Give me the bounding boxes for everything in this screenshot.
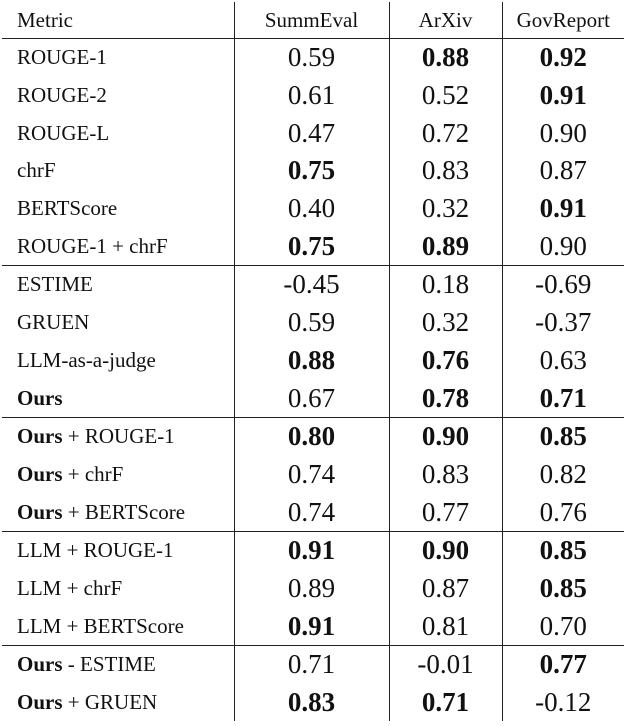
metric-name-bold: Ours bbox=[17, 652, 63, 677]
metric-cell bbox=[2, 417, 234, 455]
metric-name: ESTIME bbox=[17, 272, 93, 297]
summeval-value: -0.45 bbox=[234, 266, 389, 304]
arxiv-value: 0.77 bbox=[389, 493, 502, 531]
arxiv-value: 0.90 bbox=[389, 417, 502, 455]
table-row bbox=[2, 684, 624, 722]
metric-name: LLM + chrF bbox=[17, 575, 123, 600]
summeval-value: 0.61 bbox=[234, 77, 389, 115]
header-row bbox=[2, 2, 624, 39]
arxiv-value: 0.81 bbox=[389, 607, 502, 645]
arxiv-value: 0.32 bbox=[389, 190, 502, 228]
arxiv-value: 0.89 bbox=[389, 227, 502, 265]
arxiv-value: 0.71 bbox=[389, 684, 502, 722]
table-row bbox=[2, 190, 624, 228]
govreport-value: 0.85 bbox=[502, 417, 624, 455]
metric-name: + chrF bbox=[62, 461, 124, 486]
govreport-value: 0.63 bbox=[502, 342, 624, 380]
metric-name: LLM + ROUGE-1 bbox=[17, 538, 174, 563]
metric-name: + BERTScore bbox=[62, 499, 186, 524]
table-row bbox=[2, 342, 624, 380]
govreport-value: 0.85 bbox=[502, 570, 624, 608]
metric-name: ROUGE-L bbox=[17, 120, 110, 145]
summeval-value: 0.89 bbox=[234, 570, 389, 608]
column-header-govreport: GovReport bbox=[502, 2, 624, 39]
summeval-value: 0.71 bbox=[234, 646, 389, 684]
metric-name: BERTScore bbox=[17, 196, 118, 221]
metric-name: GRUEN bbox=[17, 310, 90, 335]
metric-cell bbox=[2, 531, 234, 569]
column-header-summeval: SummEval bbox=[234, 2, 389, 39]
metric-name: + GRUEN bbox=[62, 690, 158, 715]
metric-name: LLM + BERTScore bbox=[17, 613, 184, 638]
table-row bbox=[2, 607, 624, 645]
table-row bbox=[2, 493, 624, 531]
metric-cell bbox=[2, 493, 234, 531]
metric-name: chrF bbox=[17, 158, 56, 183]
arxiv-value: 0.18 bbox=[389, 266, 502, 304]
summeval-value: 0.40 bbox=[234, 190, 389, 228]
table-row bbox=[2, 570, 624, 608]
arxiv-value: 0.76 bbox=[389, 342, 502, 380]
table-row bbox=[2, 114, 624, 152]
metric-cell bbox=[2, 570, 234, 608]
summeval-value: 0.59 bbox=[234, 39, 389, 77]
govreport-value: 0.85 bbox=[502, 531, 624, 569]
summeval-value: 0.88 bbox=[234, 342, 389, 380]
arxiv-value: 0.78 bbox=[389, 379, 502, 417]
summeval-value: 0.91 bbox=[234, 607, 389, 645]
metric-cell bbox=[2, 77, 234, 115]
table-row bbox=[2, 152, 624, 190]
table-row bbox=[2, 531, 624, 569]
metric-cell bbox=[2, 304, 234, 342]
govreport-value: 0.71 bbox=[502, 379, 624, 417]
summeval-value: 0.75 bbox=[234, 152, 389, 190]
arxiv-value: 0.32 bbox=[389, 304, 502, 342]
govreport-value: 0.92 bbox=[502, 39, 624, 77]
table-row bbox=[2, 417, 624, 455]
arxiv-value: 0.90 bbox=[389, 531, 502, 569]
arxiv-value: 0.83 bbox=[389, 456, 502, 494]
summeval-value: 0.59 bbox=[234, 304, 389, 342]
arxiv-value: 0.52 bbox=[389, 77, 502, 115]
arxiv-value: 0.83 bbox=[389, 152, 502, 190]
govreport-value: -0.37 bbox=[502, 304, 624, 342]
summeval-value: 0.47 bbox=[234, 114, 389, 152]
metric-cell bbox=[2, 456, 234, 494]
govreport-value: 0.82 bbox=[502, 456, 624, 494]
metric-name-bold: Ours bbox=[17, 690, 63, 715]
metric-cell bbox=[2, 152, 234, 190]
column-header-metric: Metric bbox=[2, 2, 234, 39]
metric-cell bbox=[2, 227, 234, 265]
table-row bbox=[2, 304, 624, 342]
arxiv-value: -0.01 bbox=[389, 646, 502, 684]
govreport-value: 0.90 bbox=[502, 114, 624, 152]
metric-cell bbox=[2, 379, 234, 417]
results-table bbox=[2, 2, 624, 721]
govreport-value: 0.90 bbox=[502, 227, 624, 265]
summeval-value: 0.83 bbox=[234, 684, 389, 722]
table-row bbox=[2, 77, 624, 115]
summeval-value: 0.67 bbox=[234, 379, 389, 417]
metric-name-bold: Ours bbox=[17, 424, 63, 449]
metric-name: ROUGE-1 bbox=[17, 45, 107, 70]
summeval-value: 0.91 bbox=[234, 531, 389, 569]
table-row bbox=[2, 646, 624, 684]
table-row bbox=[2, 39, 624, 77]
govreport-value: 0.76 bbox=[502, 493, 624, 531]
table-row bbox=[2, 227, 624, 265]
metric-name: ROUGE-1 + chrF bbox=[17, 233, 168, 258]
table-row bbox=[2, 379, 624, 417]
metric-name-bold: Ours bbox=[17, 385, 63, 410]
metric-cell bbox=[2, 646, 234, 684]
govreport-value: 0.87 bbox=[502, 152, 624, 190]
metric-name: LLM-as-a-judge bbox=[17, 347, 156, 372]
metric-cell bbox=[2, 266, 234, 304]
metric-name-bold: Ours bbox=[17, 461, 63, 486]
summeval-value: 0.80 bbox=[234, 417, 389, 455]
govreport-value: -0.69 bbox=[502, 266, 624, 304]
column-header-arxiv: ArXiv bbox=[389, 2, 502, 39]
summeval-value: 0.75 bbox=[234, 227, 389, 265]
summeval-value: 0.74 bbox=[234, 456, 389, 494]
summeval-value: 0.74 bbox=[234, 493, 389, 531]
metric-cell bbox=[2, 342, 234, 380]
arxiv-value: 0.87 bbox=[389, 570, 502, 608]
table-body bbox=[2, 39, 624, 722]
govreport-value: 0.70 bbox=[502, 607, 624, 645]
metric-cell bbox=[2, 39, 234, 77]
govreport-value: 0.91 bbox=[502, 77, 624, 115]
metric-cell bbox=[2, 684, 234, 722]
table-row bbox=[2, 266, 624, 304]
table-row bbox=[2, 456, 624, 494]
metric-cell bbox=[2, 607, 234, 645]
metric-name: + ROUGE-1 bbox=[62, 424, 175, 449]
arxiv-value: 0.72 bbox=[389, 114, 502, 152]
metric-name: - ESTIME bbox=[62, 652, 156, 677]
govreport-value: -0.12 bbox=[502, 684, 624, 722]
metric-cell bbox=[2, 114, 234, 152]
metric-name: ROUGE-2 bbox=[17, 83, 107, 108]
arxiv-value: 0.88 bbox=[389, 39, 502, 77]
govreport-value: 0.91 bbox=[502, 190, 624, 228]
metric-cell bbox=[2, 190, 234, 228]
govreport-value: 0.77 bbox=[502, 646, 624, 684]
metric-name-bold: Ours bbox=[17, 499, 63, 524]
